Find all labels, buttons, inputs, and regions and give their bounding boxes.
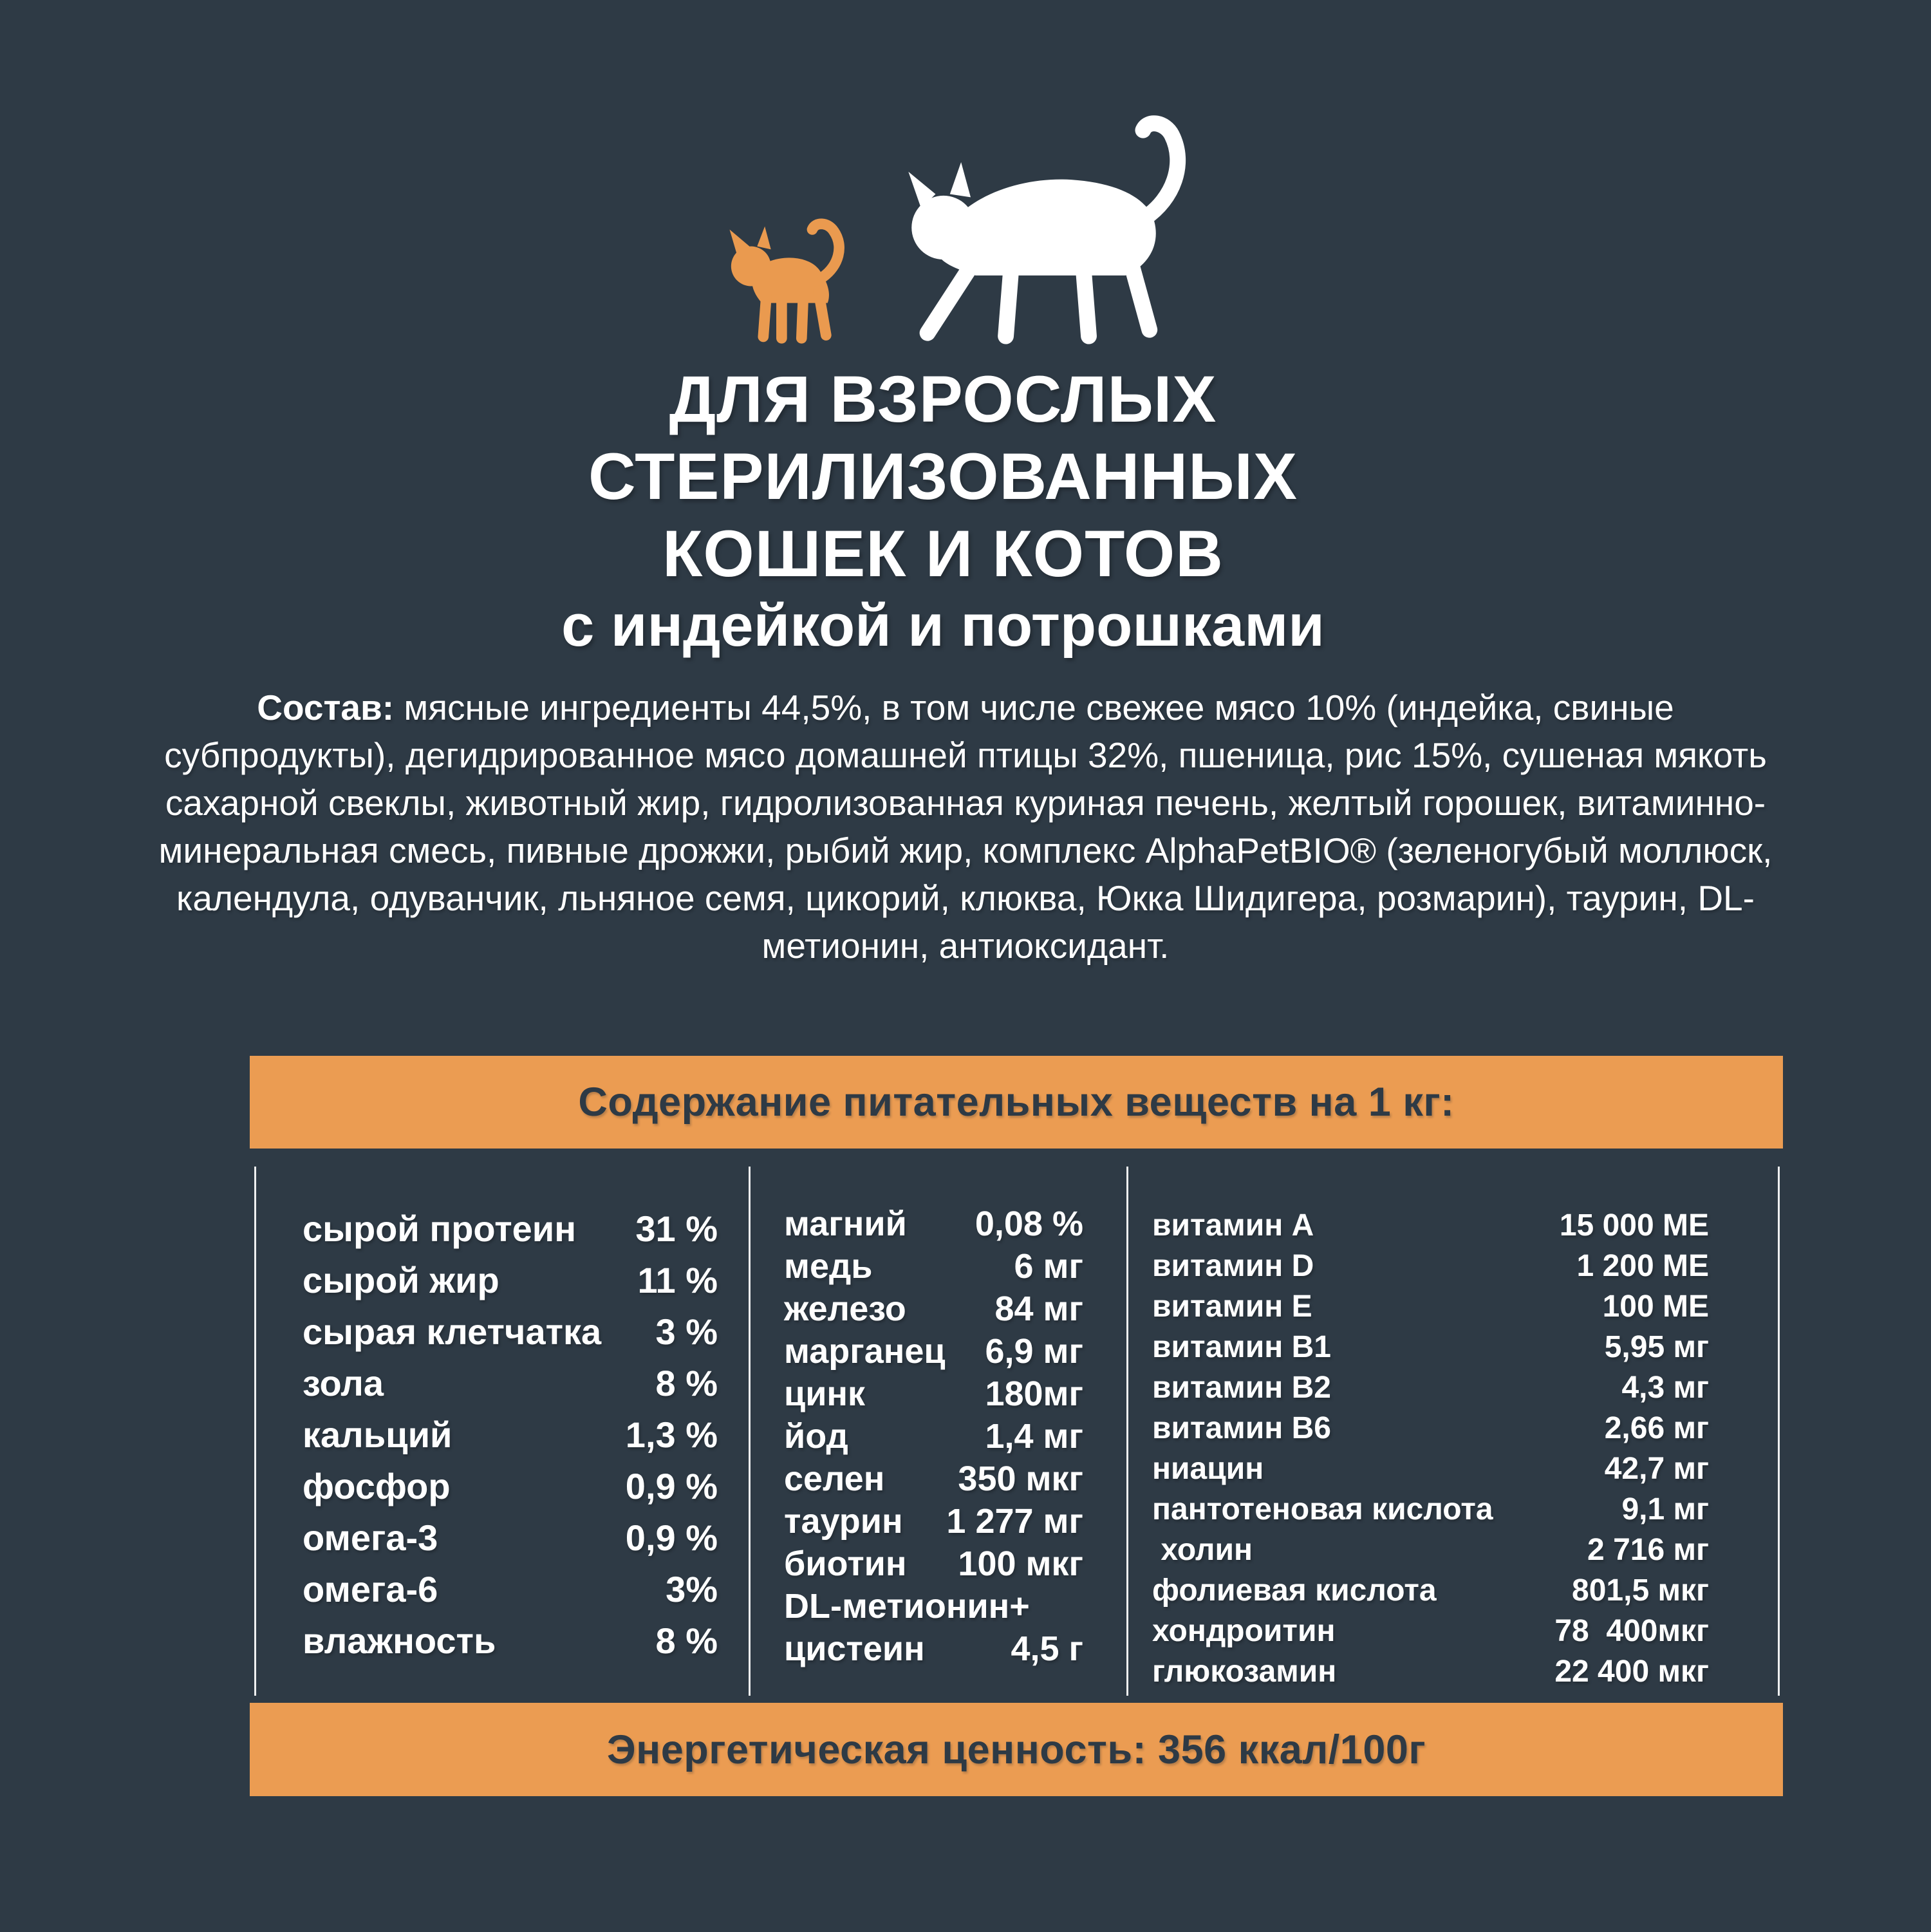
table-row [303, 1357, 718, 1409]
nutrient-value: 3 % [655, 1311, 718, 1352]
nutrient-value: 6 мг [1014, 1247, 1083, 1286]
table-row [784, 1330, 1083, 1373]
nutrient-label: витамин В1 [1152, 1330, 1331, 1364]
nutrient-value: 22 400 мкг [1554, 1655, 1709, 1689]
table-row [303, 1254, 718, 1306]
nutrient-value: 0,9 % [625, 1517, 718, 1558]
table-row [1152, 1327, 1709, 1367]
composition-label: Состав: [257, 688, 395, 727]
energy-banner [250, 1703, 1783, 1796]
nutrient-value: 5,95 мг [1604, 1330, 1709, 1364]
table-row [784, 1458, 1083, 1500]
nutrient-label: биотин [784, 1544, 907, 1583]
nutrient-label: цистеин [784, 1629, 925, 1668]
table-row [1152, 1489, 1709, 1530]
nutrient-label: магний [784, 1205, 907, 1243]
nutrient-label: кальций [303, 1414, 452, 1455]
nutrient-label: ниацин [1152, 1452, 1264, 1486]
nutrient-label: фолиевая кислота [1152, 1573, 1437, 1608]
table-row [303, 1203, 718, 1254]
nutrient-label: зола [303, 1362, 384, 1403]
nutrition-column-1 [303, 1203, 718, 1666]
nutrients-header-text: Содержание питательных веществ на 1 кг: [578, 1080, 1455, 1125]
nutrient-label: холин [1152, 1533, 1253, 1567]
table-row [303, 1615, 718, 1666]
nutrient-label: DL-метионин+ [784, 1587, 1030, 1626]
nutrient-label: таурин [784, 1502, 903, 1541]
table-row [1152, 1449, 1709, 1489]
table-row [784, 1373, 1083, 1415]
title-line-2: СТЕРИЛИЗОВАННЫХ [588, 440, 1298, 513]
nutrient-value: 100 мкг [958, 1544, 1083, 1583]
energy-text: Энергетическая ценность: 356 ккал/100г [606, 1727, 1426, 1772]
table-row [1152, 1570, 1709, 1611]
nutrient-value: 6,9 мг [985, 1332, 1083, 1371]
table-border-left [254, 1167, 256, 1696]
nutrient-value: 1 277 мг [946, 1502, 1083, 1541]
table-row [303, 1460, 718, 1512]
nutrient-value: 4,3 мг [1621, 1371, 1709, 1405]
nutrient-label: фосфор [303, 1465, 451, 1506]
nutrient-value: 78 400мкг [1554, 1614, 1709, 1648]
table-row [303, 1306, 718, 1357]
nutrient-value: 3% [666, 1568, 718, 1609]
nutrient-label: сырой жир [303, 1259, 499, 1300]
table-border-right [1778, 1167, 1780, 1696]
table-row [1152, 1408, 1709, 1449]
table-row [1152, 1246, 1709, 1286]
table-row [1152, 1530, 1709, 1570]
nutrient-value: 9,1 мг [1621, 1492, 1709, 1526]
nutrient-label: омега-6 [303, 1568, 438, 1609]
table-row [784, 1585, 1083, 1627]
nutrient-value: 0,08 % [975, 1205, 1083, 1243]
table-row [784, 1500, 1083, 1543]
nutrient-value: 100 МЕ [1602, 1290, 1709, 1324]
table-row [1152, 1651, 1709, 1692]
nutrient-label: витамин В6 [1152, 1411, 1331, 1445]
nutrient-label: витамин А [1152, 1208, 1314, 1243]
table-divider-1 [749, 1167, 751, 1696]
table-row [303, 1409, 718, 1460]
nutrient-value: 1 200 МЕ [1576, 1249, 1709, 1283]
nutrient-value: 1,3 % [625, 1414, 718, 1455]
title-line-3: КОШЕК И КОТОВ [662, 517, 1224, 590]
nutrition-column-2 [784, 1203, 1083, 1670]
nutrient-value: 84 мг [994, 1290, 1083, 1328]
nutrient-label: пантотеновая кислота [1152, 1492, 1493, 1526]
nutrient-label: селен [784, 1459, 885, 1498]
composition-text: мясные ингредиенты 44,5%, в том числе свежее мясо 10% (индейка, свиные субпродукты), дегидрированное мясо домашней птицы 32%, пшеница, рис 15%, сушеная мякоть сахарной свеклы, животный жир, гидролизованная куриная печень, желтый горошек, витаминно-минеральная смесь, пивные дрожжи, рыбий жир, комплекс AlphaPetBIO® (зеленогубый моллюск, календула, одуванчик, льняное семя, цикорий, клюква, Юкка Шидигера, розмарин), таурин, DL-метионин, антиоксидант. [158, 688, 1773, 966]
nutrient-label: сырой протеин [303, 1208, 577, 1249]
nutrient-value: 801,5 мкг [1572, 1573, 1709, 1608]
nutrient-value: 8 % [655, 1620, 718, 1661]
nutrient-value: 0,9 % [625, 1465, 718, 1506]
table-row [303, 1563, 718, 1615]
nutrient-value: 8 % [655, 1362, 718, 1403]
nutrient-value: 11 % [637, 1259, 718, 1300]
table-divider-2 [1126, 1167, 1128, 1696]
table-row [784, 1245, 1083, 1288]
table-row [784, 1203, 1083, 1245]
nutrient-label: цинк [784, 1374, 866, 1413]
nutrient-label: витамин В2 [1152, 1371, 1331, 1405]
composition-paragraph [154, 684, 1777, 970]
cat-icon [890, 109, 1215, 349]
table-row [1152, 1611, 1709, 1651]
nutrient-value: 2,66 мг [1604, 1411, 1709, 1445]
table-row [303, 1512, 718, 1563]
nutrient-label: медь [784, 1247, 873, 1286]
table-row [1152, 1286, 1709, 1327]
nutrient-label: железо [784, 1290, 906, 1328]
nutrient-label: марганец [784, 1332, 946, 1371]
table-row [1152, 1205, 1709, 1246]
nutrient-label: омега-3 [303, 1517, 438, 1558]
page-title [0, 361, 1886, 658]
table-row [784, 1543, 1083, 1585]
table-row [1152, 1367, 1709, 1408]
nutrients-header-banner [250, 1056, 1783, 1149]
nutrient-value: 350 мкг [958, 1459, 1083, 1498]
table-row [784, 1415, 1083, 1458]
title-subtitle: с индейкой и потрошками [561, 593, 1325, 659]
nutrient-value: 4,5 г [1011, 1629, 1083, 1668]
nutrient-value: 1,4 мг [985, 1417, 1083, 1456]
nutrient-label: витамин Е [1152, 1290, 1312, 1324]
nutrient-label: влажность [303, 1620, 496, 1661]
nutrient-label: йод [784, 1417, 848, 1456]
kitten-icon [716, 203, 869, 349]
nutrient-label: хондроитин [1152, 1614, 1336, 1648]
table-row [784, 1627, 1083, 1670]
nutrient-value: 31 % [635, 1208, 718, 1249]
table-row [784, 1288, 1083, 1330]
nutrient-label: сырая клетчатка [303, 1311, 602, 1352]
nutrient-value: 2 716 мг [1587, 1533, 1709, 1567]
nutrient-value: 15 000 МЕ [1559, 1208, 1709, 1243]
nutrient-value: 180мг [985, 1374, 1083, 1413]
nutrition-column-3 [1152, 1205, 1709, 1692]
nutrient-label: глюкозамин [1152, 1655, 1337, 1689]
nutrient-label: витамин D [1152, 1249, 1314, 1283]
nutrient-value: 42,7 мг [1604, 1452, 1709, 1486]
title-line-1: ДЛЯ ВЗРОСЛЫХ [669, 362, 1217, 436]
